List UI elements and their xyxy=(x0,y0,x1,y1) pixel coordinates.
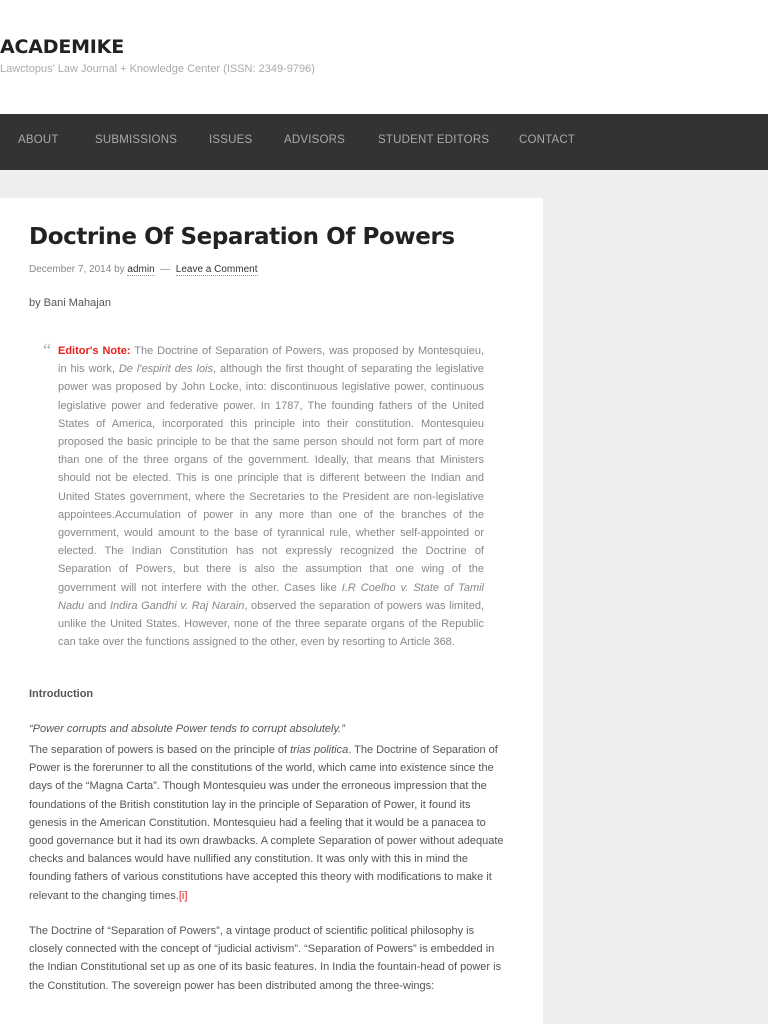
quote-icon: “ xyxy=(43,340,51,360)
body-paragraph: The Doctrine of “Separation of Powers”, a vintage product of scientific political philosophy is closely connected with the concept of “judicial activism”. “Separation of Powers” is embedded in the Indian Constitutional set up as one of its basic features. In India the fountain-head of power is the Constitution. The sovereign power has been distributed among the three-wings: xyxy=(29,925,502,992)
editors-note-text: The Doctrine of Separation of Powers, was proposed by Montesquieu, in his work, xyxy=(58,345,484,376)
nav-item-advisors[interactable]: ADVISORS xyxy=(284,134,346,146)
case-name: Indira Gandhi v. Raj Narain xyxy=(110,599,245,612)
editors-note-emphasis: De l'espirit des lois xyxy=(118,363,214,376)
editors-note-text: , although the first thought of separating the legislative power was proposed by John Locke, into: discontinuous legislative power, continuous legislative power and federative power. In 1787, The founding fathers of the United States of America, incorporated this principle into their constitution. Montesquieu proposed the basic principle to be that the same person should not form part of more than one of the three organs of the government. Ideally, that means that Ministers should not be elected. This is one principle that is different between the Indian and United States government, where the Secretaries to the President are non-legislative appointees.Accumulation of power in any more than one of the branches of the government, would amount to the base of tyrannical rule, whether self-appointed or elected. The Indian Constitution has not expressly recognized the Doctrine of Separation of Powers, but there is also the assumption that one wing of the government will not interfere with the other. Cases like xyxy=(58,363,485,594)
by-label: by xyxy=(114,264,125,275)
site-description: Lawctopus' Law Journal + Knowledge Center (ISSN: 2349-9796) xyxy=(0,63,315,75)
post-title: Doctrine Of Separation Of Powers xyxy=(29,224,455,250)
nav-item-issues[interactable]: ISSUES xyxy=(209,134,253,146)
section-heading-introduction: Introduction xyxy=(29,688,94,700)
editors-note-text: and xyxy=(84,599,110,612)
epigraph-quote: “Power corrupts and absolute Power tends to corrupt absolutely.” xyxy=(29,723,345,735)
paragraph-text: The separation of powers is based on the principle of xyxy=(29,744,291,756)
nav-item-submissions[interactable]: SUBMISSIONS xyxy=(95,134,178,146)
main-nav xyxy=(0,114,768,170)
sidebar xyxy=(543,198,768,1024)
meta-separator: — xyxy=(160,264,171,275)
body-paragraph xyxy=(29,741,505,905)
nav-item-student-editors[interactable]: STUDENT EDITORS xyxy=(378,134,490,146)
author-link[interactable]: admin xyxy=(127,264,155,275)
paragraph-emphasis: trias politica xyxy=(290,744,349,756)
entry-meta xyxy=(29,264,258,275)
nav-item-contact[interactable]: CONTACT xyxy=(519,134,576,146)
editors-note-blockquote xyxy=(58,342,484,651)
leave-comment-link[interactable]: Leave a Comment xyxy=(175,264,258,275)
author-byline: by Bani Mahajan xyxy=(29,297,111,309)
case-name: I.R Coelho v. State of Tamil Nadu xyxy=(58,581,485,612)
footnote-link[interactable]: [i] xyxy=(178,889,188,902)
site-title[interactable]: ACADEMIKE xyxy=(0,36,124,58)
paragraph-text: . The Doctrine of Separation of Power is the forerunner to all the constitutions of the world, which came into existence since the days of the “Magna Carta”. Though Montesquieu was under the erroneous impression that the foundations of the British constitution lay in the principle of Separation of Power, it found its genesis in the American Constitution. Montesquieu had a feeling that it would be a panacea to good governance but it had its own drawbacks. A complete Separation of power without adequate checks and balances would have nullified any constitution. It was only with this in mind the founding fathers of various constitutions have accepted this theory with modifications to make it relevant to the changing times. xyxy=(29,744,504,902)
editors-note-label: Editor's Note: xyxy=(58,345,131,357)
editors-note-text: , observed the separation of powers was limited, unlike the United States. However, none of the three separate organs of the Republic can take over the functions assigned to the other, even by resorting to Article 368. xyxy=(58,599,484,649)
site-header xyxy=(0,0,768,114)
nav-item-about[interactable]: ABOUT xyxy=(18,134,59,146)
post-date: December 7, 2014 xyxy=(29,264,112,275)
